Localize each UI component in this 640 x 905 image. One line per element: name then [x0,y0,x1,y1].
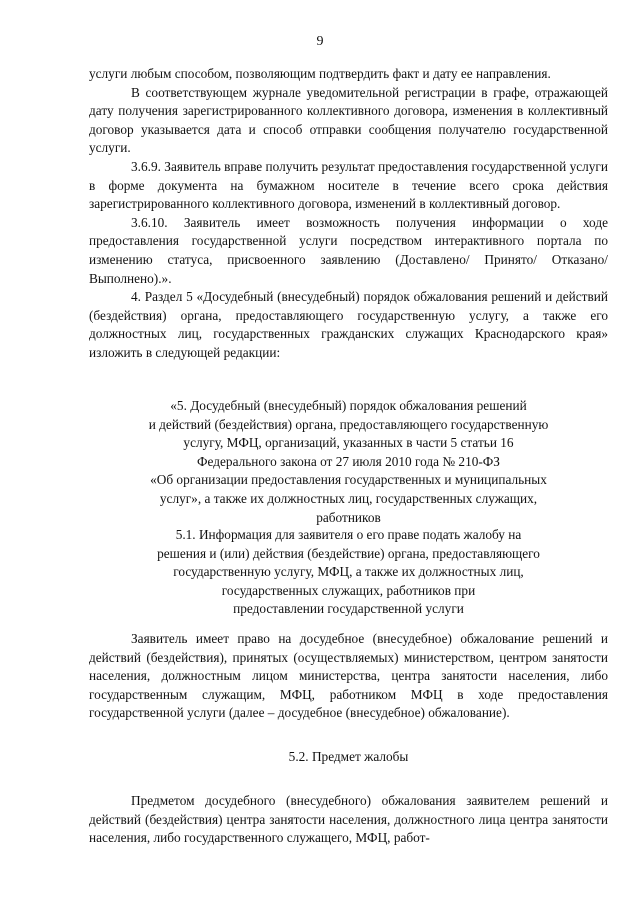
heading-5-2: 5.2. Предмет жалобы [288,749,409,764]
heading-line: решения и (или) действия (бездействие) органа, предоставляющего [157,545,540,561]
heading-line: 5.1. Информация для заявителя о его праве подать жалобу на [175,527,522,542]
heading-line: работников [316,509,381,525]
heading-line: предоставлении государственной услуги [233,601,464,617]
section-5-2-heading [89,748,608,767]
heading-line: государственных служащих, работников при [221,582,476,598]
page-number: 9 [316,34,324,49]
paragraph-5-2: Предметом досудебного (внесудебного) обжалования заявителем решений и действий (бездействия) центра занятости населения, должностного лица центра занятости населения, либо государственного служащего, МФЦ, работ- [89,793,608,846]
paragraph-4: 4. Раздел 5 «Досудебный (внесудебный) порядок обжалования решений и действий (бездействия) органа, предоставляющего государственную услугу, а также его должностных лиц, государственных гражданских служащих Краснодарского края» изложить в следующей редакции: [89,289,608,360]
heading-line: «5. Досудебный (внесудебный) порядок обжалования решений [170,398,527,413]
section-5-1-body [89,630,608,723]
section-5-1-heading [89,526,608,619]
heading-line: и действий (бездействия) органа, предоставляющего государственную [148,416,549,432]
heading-line: услуг», а также их должностных лиц, государственных служащих, [159,490,538,506]
paragraph-continuation: услуги любым способом, позволяющим подтвердить факт и дату ее направления. [89,66,551,81]
heading-line: услугу, МФЦ, организаций, указанных в части 5 статьи 16 [183,435,514,451]
heading-line: «Об организации предоставления государственных и муниципальных [150,472,547,488]
intro-section [89,65,608,363]
paragraph-5-1: Заявитель имеет право на досудебное (внесудебное) обжалование решений и действий (бездействия), принятых (осуществляемых) министерством, центром занятости населения, должностным лицом министерства, центра занятости населения, либо государственным служащим, МФЦ, работником МФЦ в ходе предоставления государственной услуги (далее – досудебное (внесудебное) обжалование). [89,631,608,721]
heading-line: Федерального закона от 27 июля 2010 года № 210-ФЗ [197,453,500,469]
heading-line: государственную услугу, МФЦ, а также их должностных лиц, [173,564,524,580]
paragraph-3-6-9: 3.6.9. Заявитель вправе получить результат предоставления государственной услуги в форме документа на бумажном носителе в течение всего срока действия зарегистрированного коллективного договора, изменений в коллективный договор. [89,158,608,212]
paragraph-journal: В соответствующем журнале уведомительной регистрации в графе, отражающей дату получения зарегистрированного коллективного договора, изменения в коллективный договор указывается дата и способ отправки сообщения получателю государственной услуги. [89,84,608,156]
section-5-heading [89,397,608,527]
section-5-2-body [89,792,608,848]
paragraph-3-6-10: 3.6.10. Заявитель имеет возможность получения информации о ходе предоставления государственной услуги посредством интерактивного портала по изменению статуса, присвоенного заявлению (Доставлено/ Принято/ Отказано/ Выполнено).». [89,214,608,286]
